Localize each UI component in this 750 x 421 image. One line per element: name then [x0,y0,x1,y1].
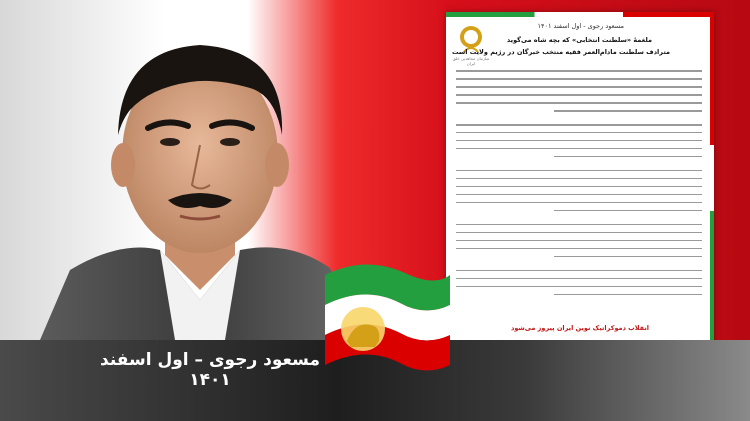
document-headline-1: ملغمهٔ «سلطنت انتخابی» که بچه شاه می‌گوید [506,36,652,44]
emblem-label: سازمان مجاهدین خلق ایران [452,56,490,66]
document-footer: انقلاب دموکراتیک نوین ایران پیروز می‌شود [511,324,649,332]
flag-stripe-side [710,12,714,344]
statement-document [446,12,714,344]
document-date: مسعود رجوی - اول اسفند ۱۴۰۱ [537,22,624,30]
document-headline-2: مترادف سلطنت مادام‌العمر فقیه منتخب خبرگان در رژیم ولایت است [451,48,670,56]
caption-title: مسعود رجوی – اول اسفند ۱۴۰۱ [100,350,320,390]
document-body [456,70,702,302]
flag-stripe-top [446,12,714,17]
iran-lion-and-sun-flag-icon [315,255,455,375]
